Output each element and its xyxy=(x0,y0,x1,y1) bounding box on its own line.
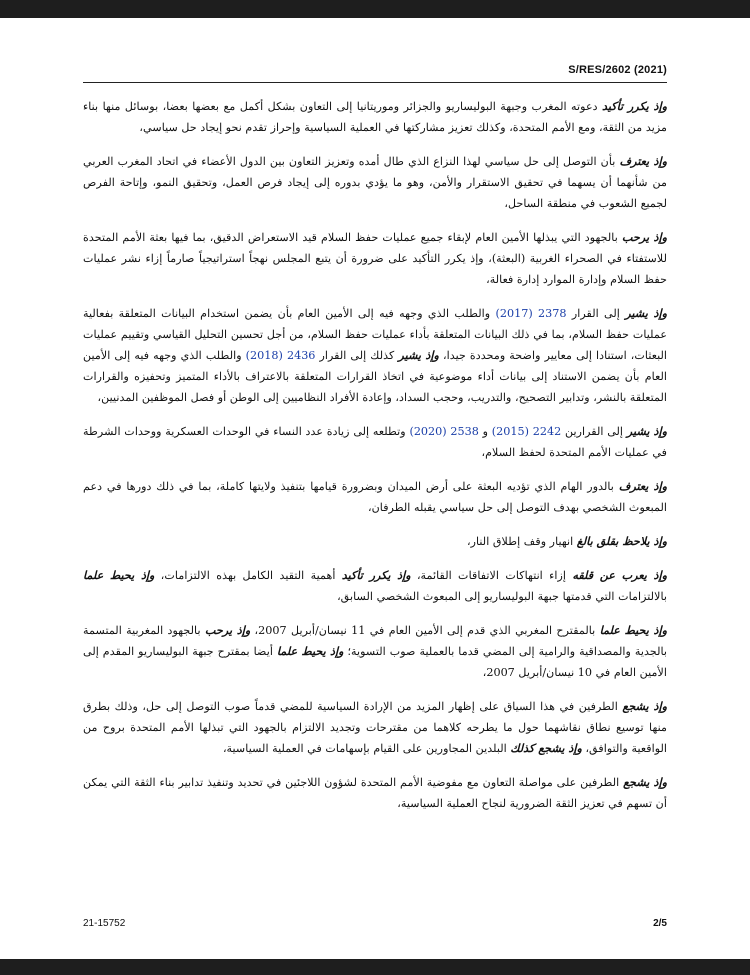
paragraph-text: بالالتزامات التي قدمتها جبهة البوليساريو إلى المبعوث الشخصي السابق، xyxy=(337,590,667,603)
header-rule xyxy=(83,82,667,83)
lead-phrase: وإذ يرحب xyxy=(621,230,667,244)
paragraph xyxy=(83,620,667,683)
lead-phrase: وإذ يشجع كذلك xyxy=(510,741,582,755)
paragraph-text: أيضا بمقترح جبهة البوليساريو المقدم إلى الأمين العام في 10 نيسان/أبريل 2007، xyxy=(83,645,667,679)
paragraph xyxy=(83,696,667,759)
resolution-link[interactable]: 2378 (2017) xyxy=(495,307,567,320)
lead-phrase: وإذ يحيط علما xyxy=(83,568,155,582)
paragraph-text: إلى القرار xyxy=(566,307,626,320)
paragraph-text: كذلك إلى القرار xyxy=(315,349,399,362)
lead-phrase: وإذ يعترف xyxy=(619,154,668,168)
resolution-link[interactable]: 2242 (2015) xyxy=(491,425,562,438)
lead-phrase: وإذ يشجع xyxy=(623,775,667,789)
paragraph-text: بالدور الهام الذي تؤديه البعثة على أرض الميدان وبضرورة قيامها بتنفيذ ولايتها كاملة، بما في ذلك دورها في دعم المبعوث الشخصي بهدف التوصل إلى حل سياسي يقبله الطرفان، xyxy=(83,480,667,514)
lead-phrase: وإذ يشجع xyxy=(622,699,667,713)
lead-phrase: وإذ يعرب عن قلقه xyxy=(572,568,667,582)
paragraph-text: بأن التوصل إلى حل سياسي لهذا النزاع الذي طال أمده وتعزيز التعاون بين الدول الأعضاء في اتحاد المغرب العربي من شأنهما أن يسهما في تحقيق الاستقرار والأمن، وهو ما يؤدي بدوره إلى إيجاد فرص العمل، وتحقيق النمو، وإتاحة الفرص لجميع الشعوب في منطقة الساحل، xyxy=(83,155,667,210)
paragraph-text: إلى القرارين xyxy=(561,425,627,438)
lead-phrase: وإذ يلاحظ بقلق بالغ xyxy=(576,534,667,548)
paragraph xyxy=(83,303,667,408)
paragraph-text: وتطلعه إلى زيادة عدد النساء في الوحدات العسكرية ووحدات الشرطة في عمليات الأمم المتحدة لحفظ السلام، xyxy=(83,425,667,459)
lead-phrase: وإذ يعترف xyxy=(618,479,668,493)
document-body xyxy=(83,96,667,827)
paragraph-text: أهمية التقيد الكامل بهذه الالتزامات، xyxy=(154,569,342,582)
lead-phrase: وإذ يشير xyxy=(625,306,667,320)
paragraph-text: و xyxy=(478,425,492,438)
paragraph-text: إزاء انتهاكات الاتفاقات القائمة، xyxy=(410,569,573,582)
lead-phrase: وإذ يشير xyxy=(398,348,439,362)
paragraph xyxy=(83,565,667,607)
paragraph-text: بالمقترح المغربي الذي قدم إلى الأمين العام في 11 نيسان/أبريل 2007، xyxy=(250,624,600,637)
viewer-bottom-bar xyxy=(0,959,750,975)
paragraph-text: البلدين المجاورين على القيام بإسهامات في العملية السياسية، xyxy=(222,742,511,755)
paragraph-text: دعوته المغرب وجبهة البوليساريو والجزائر وموريتانيا إلى التعاون بشكل أكمل مع بعضها بعضا، بوسائل منها بناء مزيد من الثقة، ومع الأمم المتحدة، وكذلك تعزيز مشاركتها في العملية السياسية وإحراز تقدم نحو إيجاد حل سياسي، xyxy=(83,100,667,134)
document-code: 21-15752 xyxy=(83,918,126,929)
viewer-top-bar xyxy=(0,0,750,18)
resolution-link[interactable]: 2538 (2020) xyxy=(409,425,479,438)
paragraph xyxy=(83,421,667,463)
paragraph-text: انهيار وقف إطلاق النار، xyxy=(466,535,577,548)
paragraph-text: الطرفين على مواصلة التعاون مع مفوضية الأمم المتحدة لشؤون اللاجئين في تحديد وتنفيذ تدابير بناء الثقة التي يمكن أن تسهم في تعزيز الثقة الضرورية لنجاح العملية السياسية، xyxy=(83,776,667,810)
paragraph xyxy=(83,151,667,214)
lead-phrase: وإذ يرحب xyxy=(204,623,251,637)
page-footer xyxy=(83,918,667,932)
lead-phrase: وإذ يشير xyxy=(626,424,668,438)
lead-phrase: وإذ يحيط علما xyxy=(276,644,344,658)
paragraph-text: بالجهود المغربية المتسمة بالجدية والمصداقية والرامية إلى المضي قدما بالعملية صوب التسوية؛ xyxy=(83,624,667,658)
lead-phrase: وإذ يحيط علما xyxy=(599,623,667,637)
paragraph xyxy=(83,476,667,518)
page-number: 2/5 xyxy=(653,918,667,929)
paragraph xyxy=(83,227,667,290)
paragraph-text: الطرفين في هذا السياق على إظهار المزيد من الإرادة السياسية للمضي قدماً صوب التوصل إلى حل، وذلك بطرق منها توسيع نطاق نقاشهما حول ما يطرحه كلاهما من مقترحات وتجديد الالتزام بالجهود التي تبذلها الأمم المتحدة بروح من الواقعية والتوافق، xyxy=(83,700,667,755)
lead-phrase: وإذ يكرر تأكيد xyxy=(602,99,668,113)
document-symbol: S/RES/2602 (2021) xyxy=(568,64,667,76)
paragraph-text: والطلب الذي وجهه فيه إلى الأمين العام بأن يضمن الاستناد إلى بيانات أداء موضوعية في اتخاذ القرارات المتعلقة بالاعتراف بالأداء المتميز وتحفيزه والقرارات المتعلقة بالنشر، وتدابير التصحيح، والتدريب، وحجب السداد، وإعادة الأفراد النظاميين إلى الوطن أو فصل الموظفين المدنيين، xyxy=(83,349,667,404)
lead-phrase: وإذ يكرر تأكيد xyxy=(341,568,411,582)
paragraph xyxy=(83,531,667,552)
paragraph xyxy=(83,96,667,138)
paragraph-text: والطلب الذي وجهه فيه إلى الأمين العام بأن يضمن استخدام البيانات المتعلقة بفعالية عمليات حفظ السلام، بما في ذلك البيانات المتعلقة بأداء عمليات حفظ السلام، من أجل تحسين التحليل القياسي وتقييم عمليات البعثات، استنادا إلى معايير واضحة ومحددة جيدا، xyxy=(83,307,667,362)
paragraph xyxy=(83,772,667,814)
resolution-link[interactable]: 2436 (2018) xyxy=(245,349,316,362)
paragraph-text: بالجهود التي يبذلها الأمين العام لإبقاء جميع عمليات حفظ السلام قيد الاستعراض الدقيق، بما فيها بعثة الأمم المتحدة للاستفتاء في الصحراء الغربية (البعثة)، وإذ يكرر التأكيد على ضرورة أن يتبع المجلس نهجاً استراتيجياً صارماً إزاء نشر عمليات حفظ السلام وإدارة الموارد إدارة فعالة، xyxy=(83,231,667,286)
